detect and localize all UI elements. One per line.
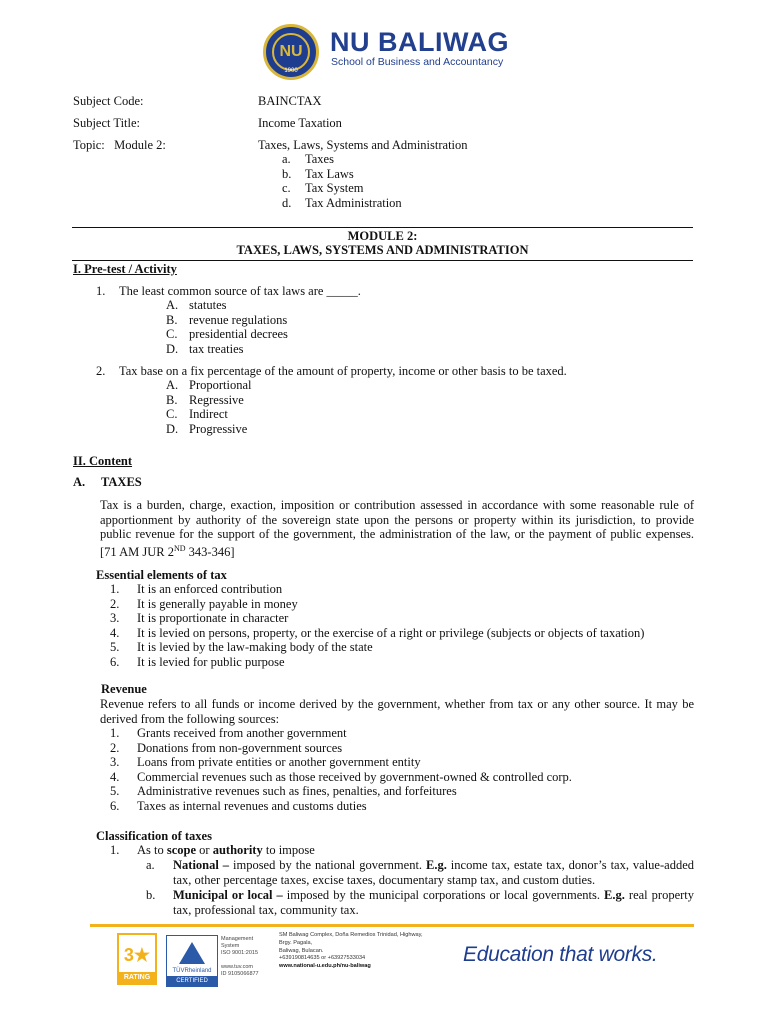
list-item: d. Tax Administration (282, 195, 402, 210)
list-item: D. Progressive (166, 421, 248, 436)
list-item: B. Regressive (166, 392, 244, 407)
footer-divider (90, 924, 694, 927)
tuv-triangle-icon (179, 942, 205, 964)
subject-code-label: Subject Code: (73, 94, 144, 108)
topic-value: Taxes, Laws, Systems and Administration (258, 138, 468, 152)
classification-heading: Classification of taxes (96, 829, 212, 843)
subject-title-label: Subject Title: (73, 116, 141, 130)
list-item: A. Proportional (166, 378, 252, 392)
revenue-text: Revenue refers to all funds or income derived by the government, whether from tax or any other source. It may be derived from the following sources: (100, 697, 694, 726)
content-heading: II. Content (73, 454, 133, 468)
revenue-list (110, 726, 572, 814)
list-item: 4. Commercial revenues such as those received by government-owned & controlled corp. (110, 769, 572, 784)
list-item: b. Tax Laws (282, 166, 354, 181)
slogan: Education that works. (463, 943, 658, 966)
list-item: 1. Grants received from another government (110, 726, 347, 740)
brand-name: NU BALIWAG (330, 27, 509, 57)
subject-code-value: BAINCTAX (258, 94, 322, 108)
divider (72, 227, 693, 228)
pretest-heading: I. Pre-test / Activity (73, 262, 177, 276)
rating-badge (117, 933, 157, 985)
module-title: TAXES, LAWS, SYSTEMS AND ADMINISTRATION (236, 243, 529, 257)
tuv-info: Management System ISO 9001:2015 www.tuv.com ID 9105066877 (221, 936, 259, 977)
section-a-heading: A. TAXES (73, 475, 142, 489)
school-address: SM Baliwag Complex, Doña Remedios Trinidad, Highway, Brgy. Pagala, Baliwag, Bulacan. +639190814635 or +63927533034 www.national-u.edu.ph/nu-baliwag (279, 932, 439, 971)
list-item: 5. It is levied by the law-making body of the state (110, 640, 373, 655)
list-item: 3. Loans from private entities or another government entity (110, 755, 421, 770)
list-item: B. revenue regulations (166, 312, 288, 327)
seal-year: 1900 (284, 68, 298, 74)
tuv-certification-badge (166, 935, 218, 987)
brand-subtitle: School of Business and Accountancy (331, 56, 504, 68)
list-item: 3. It is proportionate in character (110, 611, 289, 626)
elements-heading: Essential elements of tax (96, 568, 227, 582)
list-item: 5. Administrative revenues such as fines, penalties, and forfeitures (110, 784, 457, 799)
module-number: MODULE 2: (347, 229, 418, 243)
question-2-options (166, 378, 252, 436)
list-item: D. tax treaties (166, 341, 244, 356)
list-item: a. Taxes (282, 152, 334, 166)
list-item: 2. Donations from non-government sources (110, 740, 343, 755)
subject-title-value: Income Taxation (258, 116, 342, 130)
revenue-heading: Revenue (101, 682, 147, 696)
list-item: C. Indirect (166, 407, 228, 422)
list-item: c. Tax System (282, 181, 364, 196)
list-item: 2. It is generally payable in money (110, 596, 298, 611)
school-seal-logo (263, 24, 319, 80)
seal-letters: NU (272, 33, 310, 71)
website-link[interactable]: www.national-u.edu.ph/nu-baliwag (279, 963, 371, 970)
elements-list (110, 582, 644, 670)
divider (72, 260, 693, 261)
question-1-options (166, 298, 288, 356)
topic-list (282, 152, 402, 210)
tax-definition: Tax is a burden, charge, exaction, imposition or contribution assessed in accordance with some reasonable rule of apportionment by authority of the sovereign state upon the persons or property within its jurisdiction, to provide public revenue for the support of the government, the administration of the law, or the payment of public expenses. [71 AM JUR 2ND 343-346] (100, 498, 694, 559)
rating-label: RATING (119, 972, 155, 983)
list-item: A. statutes (166, 298, 227, 312)
tuv-brand: TÜVRheinland (172, 968, 212, 974)
topic-label: Topic: Module 2: (73, 138, 166, 152)
list-item: 6. Taxes as internal revenues and customs duties (110, 798, 367, 813)
list-item: 6. It is levied for public purpose (110, 654, 285, 669)
classification-item-a: a. National – imposed by the national government. E.g. income tax, estate tax, donor’s tax, value-added tax, other percentage taxes, excise taxes, documentary stamp tax, and custom duties. (146, 858, 694, 887)
rating-star-icon: 3★ (123, 945, 151, 965)
tuv-certified-label: CERTIFIED (167, 976, 217, 986)
classification-item-b: b. Municipal or local – imposed by the municipal corporations or local governments. E.g. real property tax, professional tax, community tax. (146, 888, 695, 917)
question-2: 2. Tax base on a fix percentage of the amount of property, income or other basis to be taxed. (96, 364, 567, 378)
list-item: 1. It is an enforced contribution (110, 582, 283, 596)
list-item: 4. It is levied on persons, property, or the exercise of a right or privilege (subjects or objects of taxation) (110, 625, 645, 640)
list-item: C. presidential decrees (166, 327, 288, 342)
classification-item-1: 1. As to scope or authority to impose (110, 843, 315, 857)
question-1: 1. The least common source of tax laws are _____. (96, 284, 361, 298)
